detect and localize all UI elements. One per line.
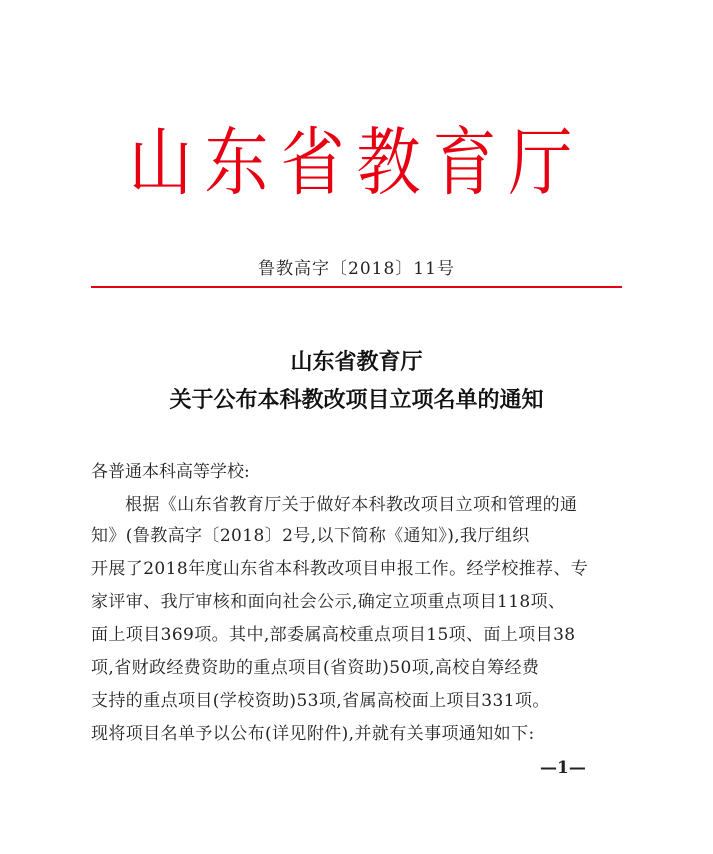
- masthead-title: 山东省教育厅: [128, 121, 585, 207]
- salutation: 各普通本科高等学校:: [91, 462, 250, 482]
- document-number: 鲁教高字〔2018〕11号: [258, 259, 455, 279]
- body-line-3: 开展了2018年度山东省本科教改项目申报工作。经学校推荐、专: [91, 559, 589, 579]
- page-number: —1—: [540, 758, 586, 778]
- notice-title-line2: 关于公布本科教改项目立项名单的通知: [169, 387, 544, 413]
- body-line-7: 支持的重点项目(学校资助)53项,省属高校面上项目331项。: [91, 691, 550, 711]
- body-line-1: 根据《山东省教育厅关于做好本科教改项目立项和管理的通: [125, 495, 578, 515]
- body-line-8: 现将项目名单予以公布(详见附件),并就有关事项通知如下:: [91, 724, 535, 744]
- notice-title-line1: 山东省教育厅: [290, 349, 423, 375]
- body-line-2: 知》(鲁教高字〔2018〕2号,以下简称《通知》),我厅组织: [91, 526, 530, 546]
- body-line-5: 面上项目369项。其中,部委属高校重点项目15项、面上项目38: [91, 625, 576, 645]
- body-line-6: 项,省财政经费资助的重点项目(省资助)50项,高校自筹经费: [91, 658, 540, 678]
- red-divider: [91, 286, 622, 288]
- body-line-4: 家评审、我厅审核和面向社会公示,确定立项重点项目118项、: [91, 592, 566, 612]
